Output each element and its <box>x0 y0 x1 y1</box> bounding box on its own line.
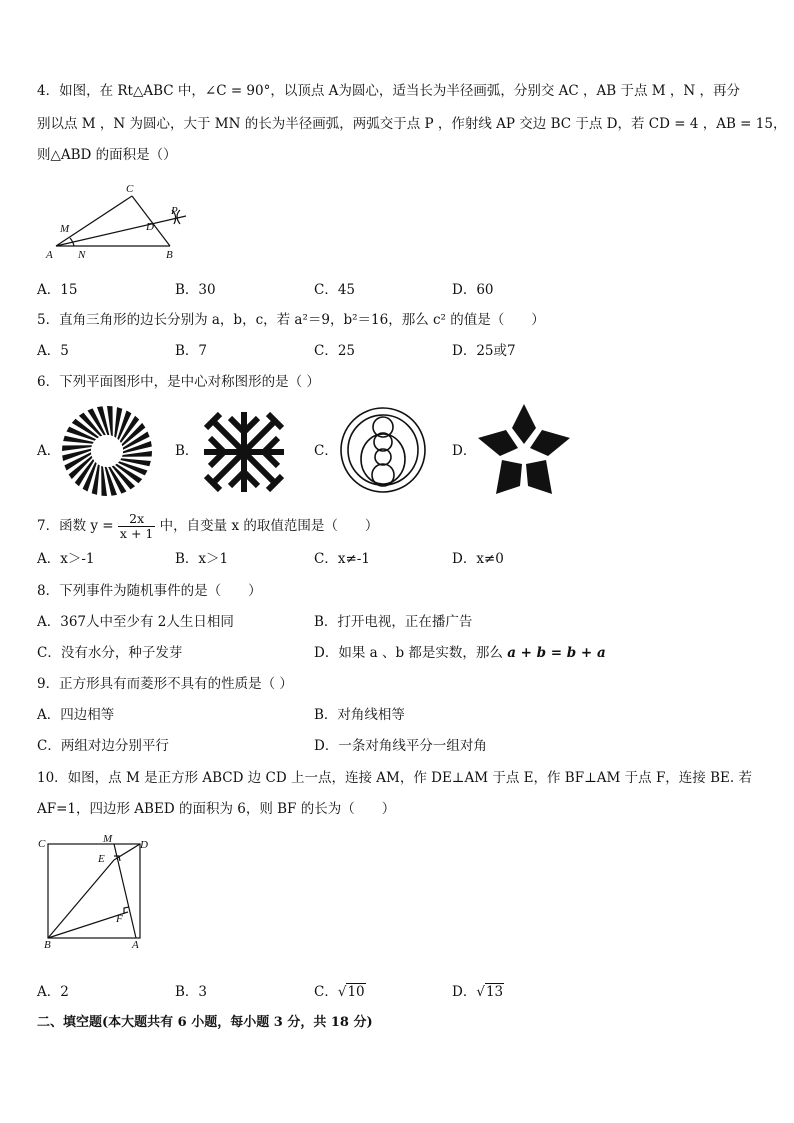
q10-option-a[interactable]: A．2 <box>37 984 69 1000</box>
q6-stem: 6．下列平面图形中，是中心对称图形的是（ ） <box>37 374 320 390</box>
q10-square <box>48 844 140 938</box>
q5-stem: 5．直角三角形的边长分别为 a，b，c，若 a²＝9，b²＝16，那么 c² 的值是（ ） <box>37 312 545 328</box>
q4-stem-line1: 4．如图，在 Rt△ABC 中，∠C = 90°，以顶点 A为圆心，适当长为半径画弧，分别交 AC ，AB 于点 M ，N ，再分 <box>37 83 741 99</box>
q4-triangle-figure <box>40 180 200 265</box>
q10-label-f: F <box>116 913 123 925</box>
q10-option-d[interactable] <box>452 982 504 1002</box>
q10-option-c-sqrt-icon: √ <box>337 984 347 1000</box>
q4-label-d: D <box>146 221 154 233</box>
q4-label-b: B <box>166 249 173 261</box>
q4-option-c[interactable]: C．45 <box>314 282 356 298</box>
q10-line-de <box>114 844 140 860</box>
q8-option-a[interactable]: A．367人中至少有 2人生日相同 <box>37 614 234 630</box>
q10-line-be <box>48 860 114 938</box>
q7-fraction-numerator: 2x <box>118 512 155 527</box>
q4-option-d[interactable]: D．60 <box>452 282 494 298</box>
q5-option-c[interactable]: C．25 <box>314 343 356 359</box>
q4-label-m: M <box>60 223 70 235</box>
q9-stem: 9．正方形具有而菱形不具有的性质是（ ） <box>37 676 293 692</box>
q9-option-d[interactable]: D．一条对角线平分一组对角 <box>314 738 487 754</box>
q10-square-figure <box>36 832 156 952</box>
q4-stem-line2: 别以点 M ，N 为圆心，大于 MN 的长为半径画弧，两弧交于点 P ，作射线 AP 交边 BC 于点 D，若 CD = 4 ，AB = 15， <box>37 116 787 132</box>
q7-stem-prefix: 7．函数 y = <box>37 518 114 534</box>
q10-option-d-radicand: 13 <box>485 984 504 1000</box>
q8-option-b[interactable]: B．打开电视，正在播广告 <box>314 614 473 630</box>
q10-label-a: A <box>132 939 139 951</box>
q5-option-d[interactable]: D．25或7 <box>452 343 516 359</box>
q7-option-c[interactable]: C．x≠-1 <box>314 551 370 567</box>
q10-label-e: E <box>98 853 105 865</box>
q7-option-a[interactable]: A．x＞-1 <box>37 551 95 567</box>
q10-option-c[interactable] <box>314 982 366 1002</box>
q8-option-d-prefix: D．如果 a 、b 都是实数，那么 <box>314 645 508 661</box>
q4-option-a[interactable]: A．15 <box>37 282 78 298</box>
q9-option-a[interactable]: A．四边相等 <box>37 707 115 723</box>
q6-option-a-sunburst-icon[interactable] <box>60 404 154 498</box>
q9-option-b[interactable]: B．对角线相等 <box>314 707 405 723</box>
q6-option-a-label[interactable]: A． <box>37 443 61 459</box>
q6-option-d-star-icon[interactable] <box>476 402 572 498</box>
sunburst-center <box>91 435 123 467</box>
q10-option-d-sqrt-icon: √ <box>476 984 485 1000</box>
q10-option-c-letter: C． <box>314 984 338 1000</box>
q8-option-d-formula: a + b = b + a <box>507 645 606 661</box>
q7-option-b[interactable]: B．x＞1 <box>175 551 229 567</box>
q6-option-c-circles-icon[interactable] <box>338 405 428 495</box>
q4-label-p: P <box>171 205 178 217</box>
q10-option-d-letter: D． <box>452 984 477 1000</box>
q6-option-b-label[interactable]: B． <box>175 443 199 459</box>
q4-side-ac <box>56 196 132 246</box>
q7-stem-suffix: 中，自变量 x 的取值范围是（ ） <box>159 518 379 534</box>
q8-option-d[interactable] <box>314 643 606 663</box>
q7-fraction <box>118 512 155 541</box>
q10-label-b: B <box>44 939 51 951</box>
q6-option-d-label[interactable]: D． <box>452 443 477 459</box>
q10-label-c: C <box>38 838 46 850</box>
q6-option-c-label[interactable]: C． <box>314 443 338 459</box>
q7-fraction-denominator: x + 1 <box>119 526 154 541</box>
q10-option-b[interactable]: B．3 <box>175 984 208 1000</box>
q5-option-a[interactable]: A．5 <box>37 343 69 359</box>
q7-option-d[interactable]: D．x≠0 <box>452 551 504 567</box>
q10-stem-line1: 10．如图，点 M 是正方形 ABCD 边 CD 上一点，连接 AM，作 DE⊥AM 于点 E，作 BF⊥AM 于点 F，连接 BE. 若 <box>37 770 752 786</box>
q4-option-b[interactable]: B．30 <box>175 282 216 298</box>
q6-option-b-snowflake-icon[interactable] <box>200 408 288 496</box>
q4-label-a: A <box>46 249 53 261</box>
q4-label-n: N <box>78 249 86 261</box>
q9-option-c[interactable]: C．两组对边分别平行 <box>37 738 169 754</box>
q8-option-c[interactable]: C．没有水分，种子发芽 <box>37 645 183 661</box>
q4-label-c: C <box>126 183 134 195</box>
q5-option-b[interactable]: B．7 <box>175 343 208 359</box>
q8-stem: 8．下列事件为随机事件的是（ ） <box>37 583 262 599</box>
q10-label-d: D <box>140 839 148 851</box>
q10-option-c-radicand: 10 <box>347 984 365 1000</box>
section2-title: 二、填空题(本大题共有 6 小题，每小题 3 分，共 18 分) <box>37 1015 373 1030</box>
q4-stem-line3: 则△ABD 的面积是（） <box>37 147 177 163</box>
q7-stem <box>37 512 378 541</box>
q10-stem-line2: AF=1，四边形 ABED 的面积为 6，则 BF 的长为（ ） <box>37 801 396 817</box>
q10-label-m: M <box>103 833 113 845</box>
